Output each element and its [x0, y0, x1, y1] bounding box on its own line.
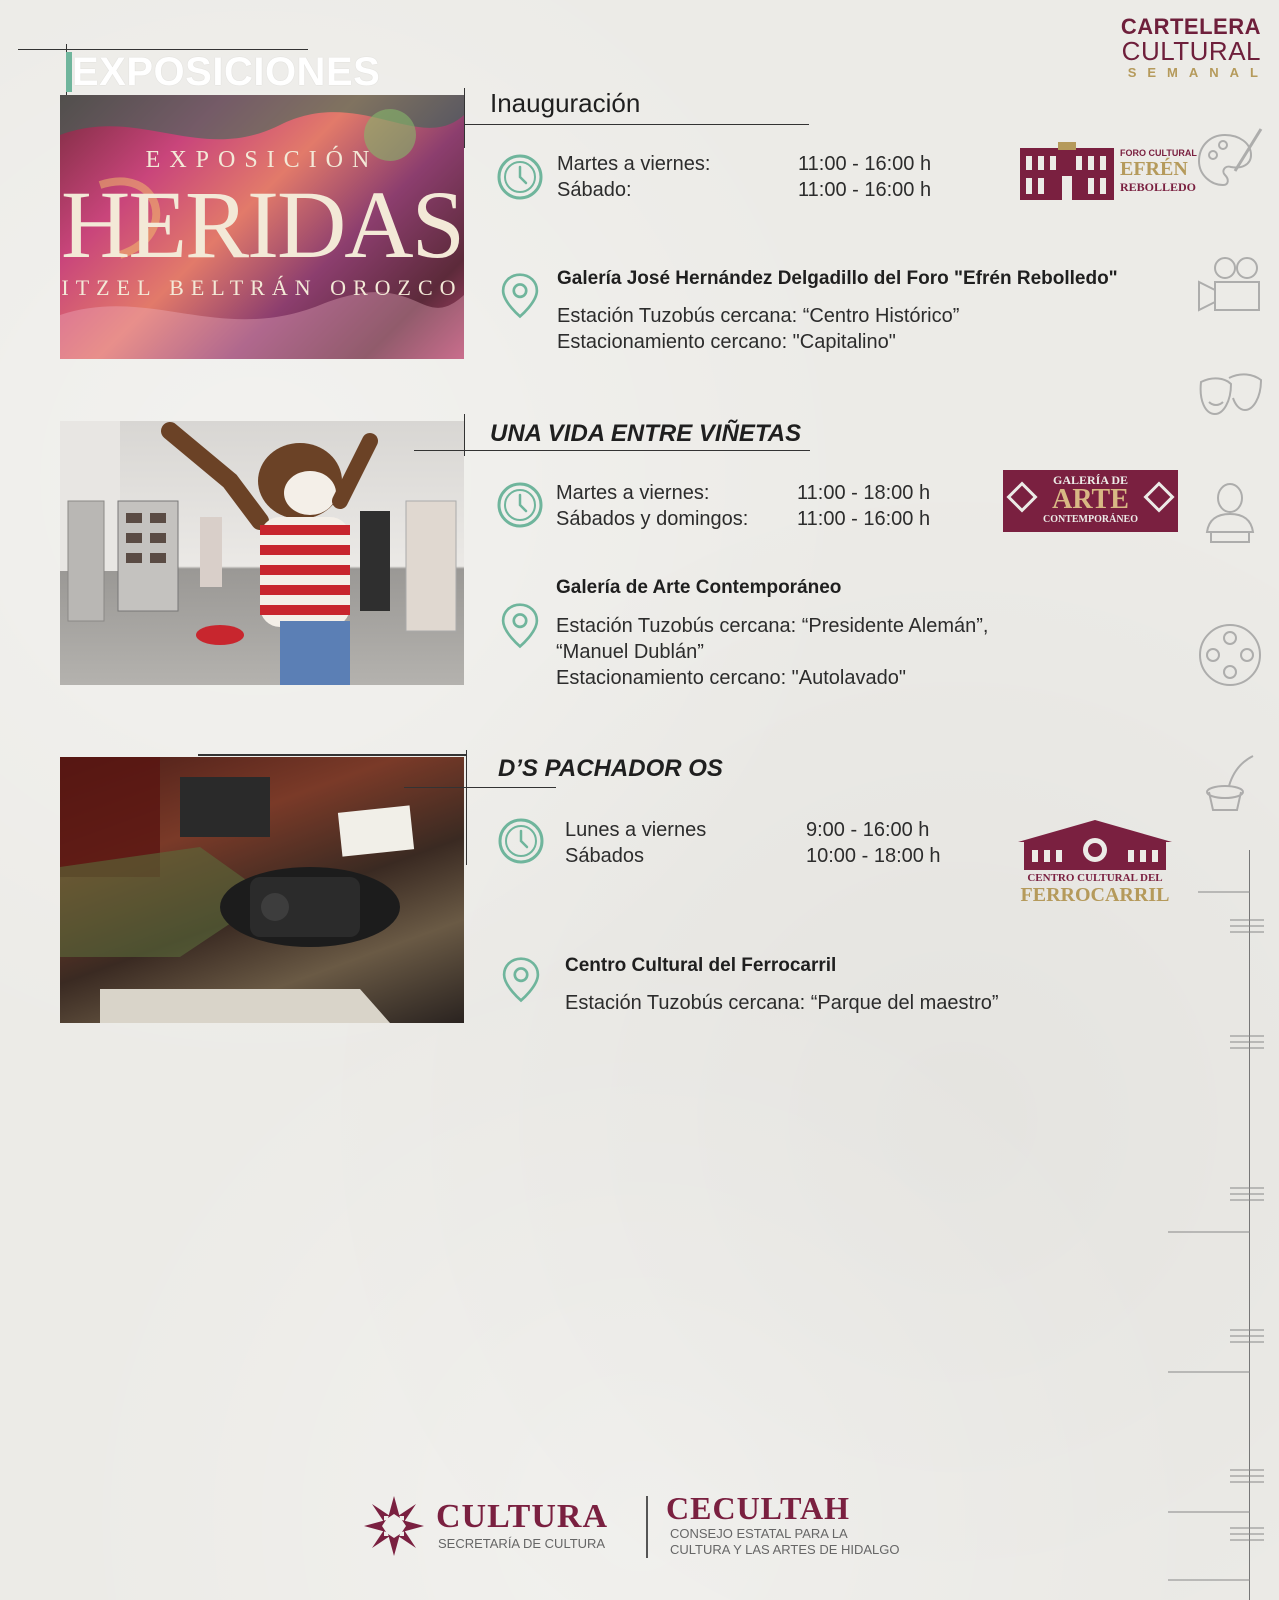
footer-cultura: CULTURA [436, 1498, 609, 1535]
telegraph-illustration [60, 757, 464, 1023]
logo2-small: GALERÍA DE [1052, 473, 1129, 487]
section3-title-rule [404, 787, 556, 788]
logo-foro-efren-rebolledo [1018, 140, 1197, 205]
brand-cartelera [1120, 14, 1269, 80]
logo-centro-cultural-ferrocarril [1010, 812, 1180, 912]
brand-line-3: SEMANAL [1127, 65, 1269, 80]
theater-masks-icon [1195, 362, 1265, 432]
location-pin-icon [497, 956, 545, 1004]
location-pin-icon [496, 272, 544, 320]
logo1-main2: REBOLLEDO [1120, 180, 1197, 194]
venue-name-1: Galería José Hernández Delgadillo del Foro "Efrén Rebolledo" [557, 268, 1118, 289]
section2-title-rule [414, 450, 810, 451]
logo3-small: CENTRO CULTURAL DEL [1027, 872, 1163, 884]
cultura-star-logo-icon [362, 1494, 426, 1558]
schedule-hours-6: 10:00 - 18:00 h [806, 845, 941, 867]
section1-title-rule [464, 124, 809, 125]
logo1-main1: EFRÉN [1120, 158, 1188, 180]
schedule-days-6: Sábados [565, 845, 644, 867]
gallery-illustration [60, 421, 464, 685]
photo-vida-entre-vinetas [60, 421, 464, 685]
section3-top-rule [198, 754, 466, 756]
building-icon [1018, 140, 1118, 202]
venue-name-3: Centro Cultural del Ferrocarril [565, 955, 837, 976]
poster-line-1: EXPOSICIÓN [145, 147, 379, 173]
brand-line-2: CULTURAL [1121, 36, 1261, 66]
photo-telegrafo [60, 757, 464, 1023]
schedule-hours-2: 11:00 - 16:00 h [798, 179, 932, 201]
schedule-days-5: Lunes a viernes [565, 819, 707, 841]
schedule-hours-4: 11:00 - 16:00 h [797, 508, 931, 530]
poster-line-3: ITZEL BELTRÁN OROZCO [61, 275, 463, 300]
clock-icon [496, 481, 544, 529]
footer-cecultah: CECULTAH [666, 1490, 851, 1526]
logo2-main2: CONTEMPORÁNEO [1043, 514, 1138, 525]
clock-icon [497, 817, 545, 865]
palette-icon [1195, 125, 1265, 195]
venue-detail-3a: Estación Tuzobús cercana: “Parque del maestro” [565, 992, 999, 1014]
section3-title: D’S PACHADOR OS [498, 755, 723, 782]
section1-title: Inauguración [490, 88, 641, 118]
section2-title: UNA VIDA ENTRE VIÑETAS [490, 420, 802, 447]
footer-cecultah-sub1: CONSEJO ESTATAL PARA LA [670, 1526, 848, 1541]
venue-detail-2a: Estación Tuzobús cercana: “Presidente Alemán”, [556, 615, 989, 637]
logo1-small: FORO CULTURAL [1120, 148, 1197, 158]
schedule-days-2: Sábado: [557, 179, 632, 201]
logo2-main1: ARTE [1052, 484, 1129, 515]
schedule-hours-3: 11:00 - 18:00 h [797, 482, 931, 504]
venue-detail-1b: Estacionamiento cercano: "Capitalino" [557, 331, 896, 353]
footer-cultura-sub: SECRETARÍA DE CULTURA [438, 1536, 606, 1551]
logo3-main1: FERROCARRIL [1020, 884, 1170, 906]
quill-inkwell-icon [1195, 752, 1265, 822]
section3-vertical-rule [466, 750, 467, 865]
poster-line-2: HERIDAS [60, 171, 463, 278]
footer-cecultah-sub2: CULTURA Y LAS ARTES DE HIDALGO [670, 1542, 900, 1557]
venue-detail-2c: Estacionamiento cercano: "Autolavado" [556, 667, 906, 689]
page-title: EXPOSICIONES [72, 50, 381, 94]
schedule-hours-1: 11:00 - 16:00 h [798, 153, 932, 175]
schedule-days-4: Sábados y domingos: [556, 508, 749, 530]
schedule-hours-5: 9:00 - 16:00 h [806, 819, 930, 841]
location-pin-icon [496, 602, 544, 650]
section1-vertical-rule [464, 88, 465, 148]
poster-heridas [60, 95, 464, 359]
footer-divider [646, 1496, 648, 1558]
film-camera-icon [1195, 252, 1265, 322]
venue-detail-1a: Estación Tuzobús cercana: “Centro Histórico” [557, 305, 960, 327]
ruler-ticks [1168, 840, 1268, 1600]
venue-detail-2b: “Manuel Dublán” [556, 641, 704, 663]
venue-name-2: Galería de Arte Contemporáneo [556, 577, 842, 598]
schedule-days-3: Martes a viernes: [556, 482, 710, 504]
clock-icon [496, 153, 544, 201]
train-station-icon [1010, 812, 1180, 872]
schedule-days-1: Martes a viernes: [557, 153, 711, 175]
bust-sculpture-icon [1195, 480, 1265, 550]
film-reel-icon [1195, 620, 1265, 690]
logo-galeria-arte-contemporaneo [1003, 470, 1178, 532]
brand-line-1: CARTELERA [1120, 14, 1261, 39]
